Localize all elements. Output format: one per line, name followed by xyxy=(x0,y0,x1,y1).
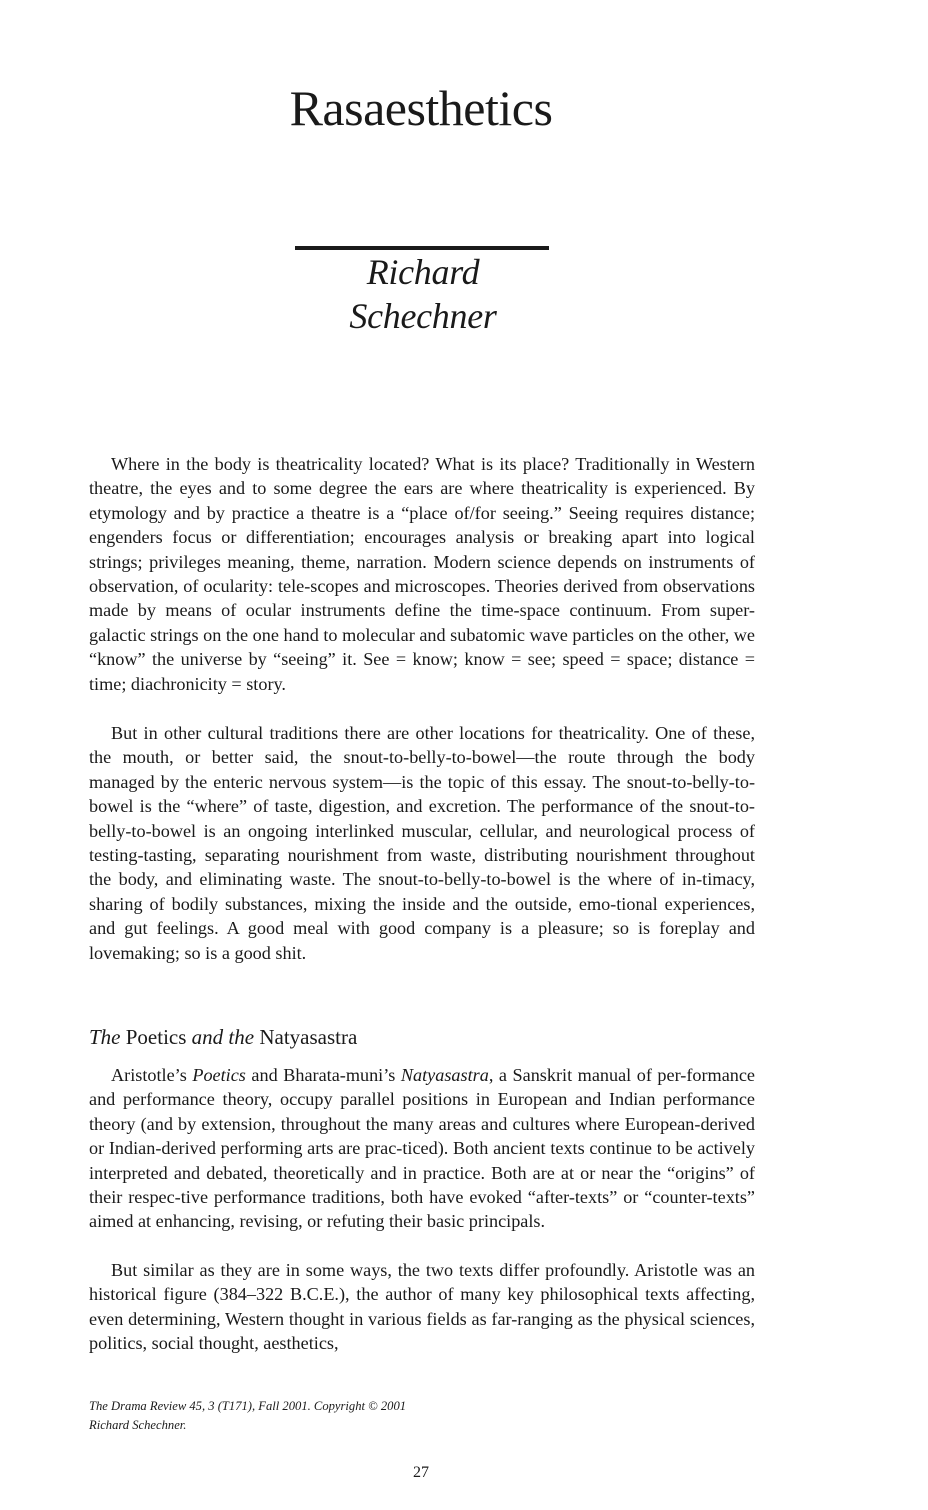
section-heading-the: The xyxy=(89,1025,121,1049)
body-paragraph: Where in the body is theatricality located? What is its place? Traditionally in Western theatre, the eyes and to some degree the ears are where theatricality is experienced. By etymology and by practice a theatre is a “place of/for seeing.” Seeing requires distance; engenders focus or differentiation; encourages analysis or breaking apart into logical strings; privileges meaning, theme, narration. Modern science depends on instruments of observation, of ocularity: tele-scopes and microscopes. Theories derived from observations made by means of ocular instruments define the time-space continuum. From super-galactic strings on the one hand to molecular and subatomic wave particles on the other, we “know” the universe by “seeing” it. See = know; know = see; speed = space; distance = time; diachronicity = story. xyxy=(89,454,755,694)
p3-text-c: , a Sanskrit manual of per-formance and performance theory, occupy parallel positions in European and Indian performance theory (and by extension, throughout the many areas and cultures where European-derived or Indian-derived performing arts are prac-ticed). Both ancient texts continue to be actively interpreted and debated, theoretically and in practice. Both are at or near the “origins” of their respec-tive performance traditions, both have evoked “after-texts” or “counter-texts” aimed at enhancing, revising, or refuting their basic principals. xyxy=(89,1065,756,1232)
p3-text-b: and Bharata-muni’s xyxy=(245,1065,401,1085)
page-number: 27 xyxy=(413,1464,429,1481)
citation-line-1: The Drama Review 45, 3 (T171), Fall 2001. Copyright © 2001 xyxy=(89,1399,407,1413)
citation-line-2: Richard Schechner. xyxy=(89,1418,187,1432)
section-heading xyxy=(89,1023,357,1051)
p3-title-poetics: Poetics xyxy=(192,1065,246,1085)
section-heading-and-the: and the xyxy=(191,1025,255,1049)
section-heading-poetics: Poetics xyxy=(125,1025,187,1049)
article-author: Richard Schechner xyxy=(349,252,497,336)
p3-text-a: Aristotle’s xyxy=(111,1065,193,1085)
section-heading-natyasastra: Natyasastra xyxy=(259,1025,358,1049)
citation-footer xyxy=(89,1397,509,1435)
article-title: Rasaesthetics xyxy=(289,80,553,136)
body-paragraph: But in other cultural traditions there are other locations for theatricality. One of these, the mouth, or better said, the snout-to-belly-to-bowel—the route through the body managed by the enteric nervous system—is the topic of this essay. The snout-to-belly-to-bowel is the “where” of taste, digestion, and excretion. The performance of the snout-to-belly-to-bowel is an ongoing interlinked muscular, cellular, and neurological process of testing-tasting, separating nourishment from waste, distributing nourishment throughout the body, and eliminating waste. The snout-to-belly-to-bowel is the where of in-timacy, sharing of bodily substances, mixing the inside and the outside, emo-tional experiences, and gut feelings. A good meal with good company is a pleasure; so is foreplay and lovemaking; so is a good shit. xyxy=(89,723,755,963)
body-paragraph: But similar as they are in some ways, the two texts differ profoundly. Aristotle was an historical figure (384–322 B.C.E.), the author of many key philosophical texts affecting, even determining, Western thought in various fields as far-ranging as the physical sciences, politics, social thought, aesthetics, xyxy=(89,1260,755,1354)
body-paragraph xyxy=(89,1063,755,1234)
p3-title-natyasastra: Natyasastra xyxy=(400,1065,489,1085)
